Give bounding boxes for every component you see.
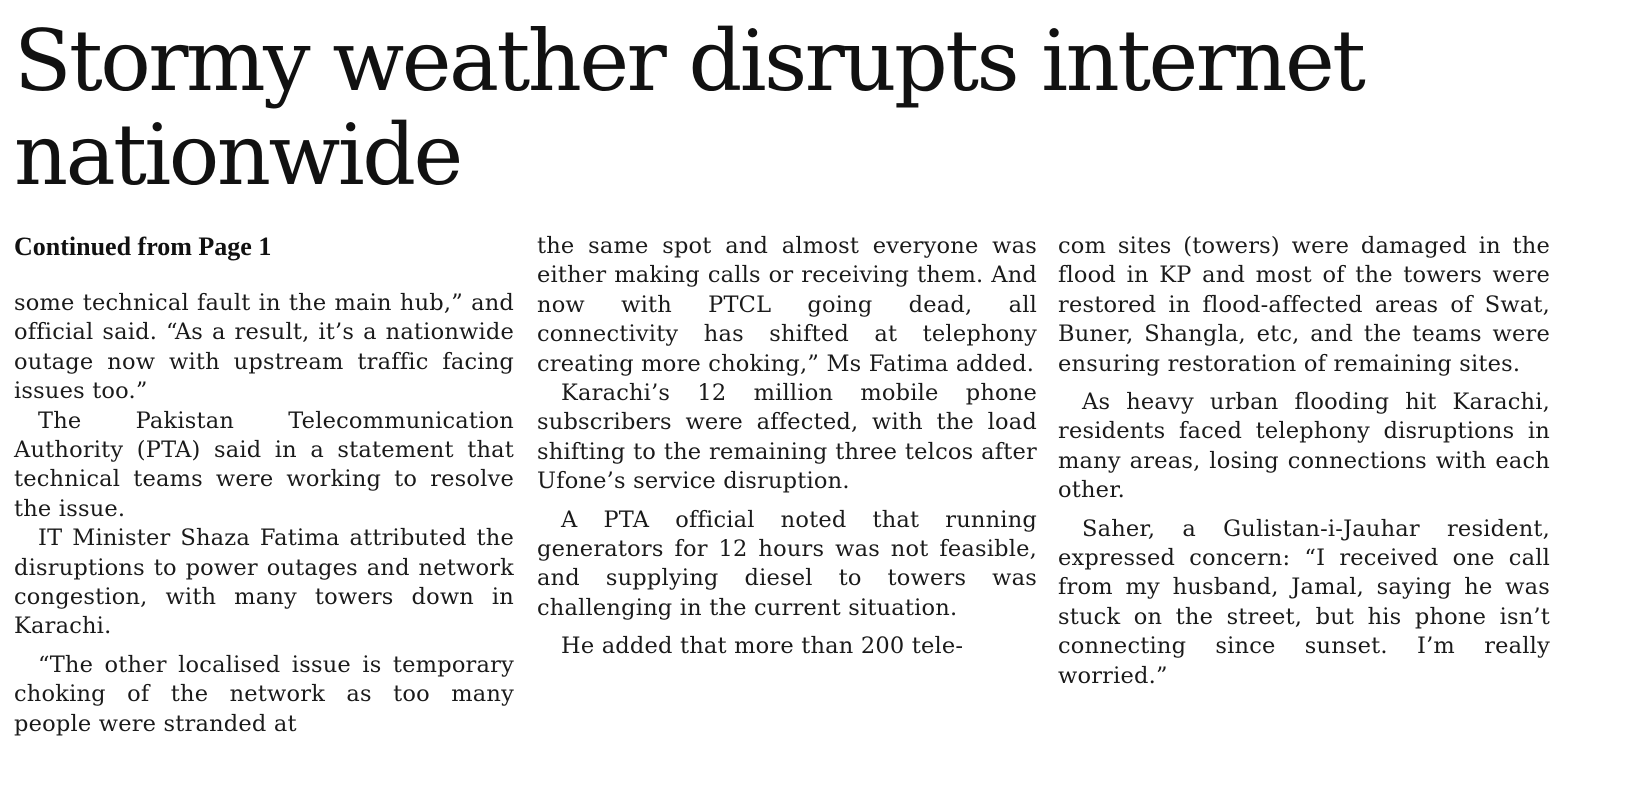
article-paragraph: some technical fault in the main hub,” and official said. “As a result, it’s a nationwide outage now with upstream traffic facing issues too.”: [14, 290, 514, 405]
article-paragraph: Karachi’s 12 million mobile phone subscribers were affected, with the load shifting to the remaining three telcos after Ufone’s service disruption.: [537, 380, 1037, 495]
article-column-3: [1058, 232, 1550, 691]
article-paragraph: Saher, a Gulistan-i-Jauhar resident, expressed concern: “I received one call from my husband, Jamal, saying he was stuck on the street, but his phone isn’t connecting since sunset. I’m really worried.”: [1058, 515, 1550, 689]
article-paragraph: IT Minister Shaza Fatima attributed the disruptions to power outages and network congestion, with many towers down in Karachi.: [14, 525, 514, 640]
article-paragraph: A PTA official noted that running generators for 12 hours was not feasible, and supplying diesel to towers was challenging in the current situation.: [537, 506, 1037, 621]
article-column-2: [537, 232, 1037, 662]
continued-from-label: Continued from Page 1: [14, 232, 272, 261]
headline: Stormy weather disrupts internet nationwide: [14, 12, 1364, 204]
article-paragraph: As heavy urban flooding hit Karachi, residents faced telephony disruptions in many areas, losing connections with each other.: [1058, 389, 1550, 504]
article-paragraph: The Pakistan Telecommunication Authority (PTA) said in a statement that technical teams were working to resolve the issue.: [14, 407, 514, 522]
article-column-1: [14, 232, 514, 739]
article-paragraph: com sites (towers) were damaged in the flood in KP and most of the towers were restored in flood-affected areas of Swat, Buner, Shangla, etc, and the teams were ensuring restoration of remaining sites.: [1058, 233, 1550, 377]
article-paragraph: “The other localised issue is temporary choking of the network as too many people were stranded at: [14, 651, 514, 737]
article-paragraph: the same spot and almost everyone was either making calls or receiving them. And now with PTCL going dead, all connectivity has shifted at telephony creating more choking,” Ms Fatima added.: [537, 233, 1037, 377]
article-paragraph: He added that more than 200 tele-: [561, 633, 964, 660]
